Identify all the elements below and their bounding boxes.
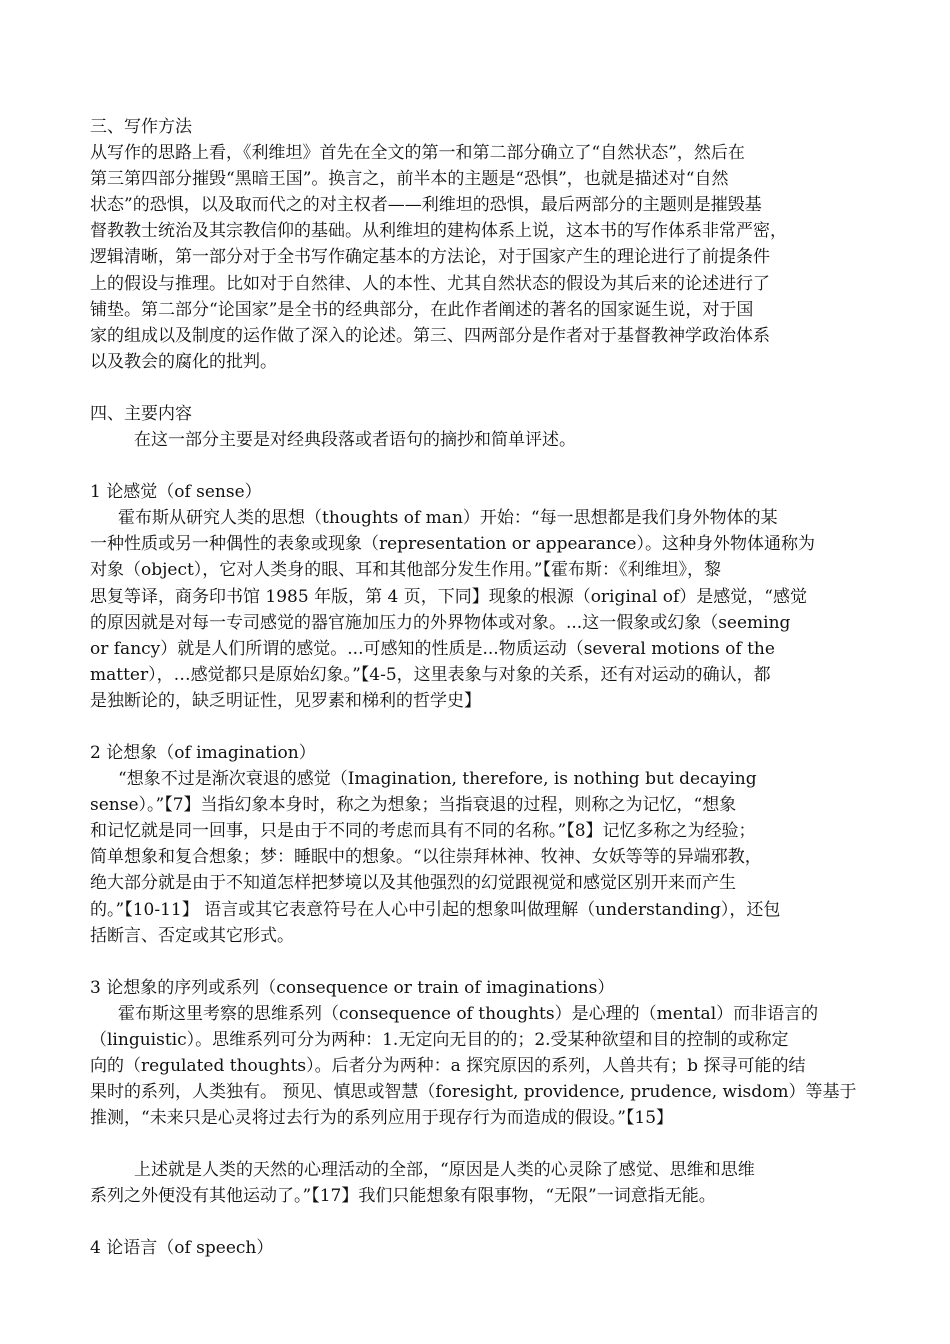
- imagination-line: 的。”【10-11】 语言或其它表意符号在人心中引起的想象叫做理解（understanding），还包: [90, 899, 781, 920]
- paragraph-gap: [90, 375, 865, 401]
- paragraph-gap: [90, 1131, 865, 1157]
- subsection-heading-sense: 1 论感觉（of sense）: [90, 482, 262, 503]
- sense-line: matter），…感觉都只是原始幻象。”【4-5，这里表象与对象的关系，还有对运动的确认，都: [90, 664, 771, 685]
- section-heading-writing-method: 三、写作方法: [90, 117, 192, 137]
- imagination-line: sense）。”【7】当指幻象本身时，称之为想象；当指衰退的过程，则称之为记忆，“想象: [90, 795, 737, 816]
- train-line: （linguistic）。思维系列可分为两种：1.无定向无目的的；2.受某种欲望和目的控制的或称定: [90, 1029, 789, 1050]
- train-line: 霍布斯这里考察的思维系列（consequence of thoughts）是心理的（mental）而非语言的: [118, 1003, 819, 1024]
- train-line: 推测，“未来只是心灵将过去行为的系列应用于现存行为而造成的假设。”【15】: [90, 1108, 674, 1129]
- sense-line: 对象（object），它对人类身的眼、耳和其他部分发生作用。”【霍布斯：《利维坦》，黎: [90, 560, 721, 581]
- paragraph-gap: [90, 714, 865, 740]
- document-page: [90, 114, 865, 1262]
- section-heading-main-content: 四、主要内容: [90, 403, 192, 424]
- train-summary-line: 系列之外便没有其他运动了。”【17】我们只能想象有限事物，“无限”一词意指无能。: [90, 1186, 716, 1207]
- imagination-line: 括断言、否定或其它形式。: [90, 925, 294, 946]
- imagination-line: 和记忆就是同一回事，只是由于不同的考虑而具有不同的名称。”【8】记忆多称之为经验；: [90, 821, 756, 842]
- writing-method-line: 第三第四部分摧毁“黑暗王国”。换言之，前半本的主题是“恐惧”，也就是描述对“自然: [90, 169, 729, 190]
- writing-method-line: 状态”的恐惧，以及取而代之的对主权者——利维坦的恐惧，最后两部分的主题则是摧毁基: [90, 195, 762, 216]
- sense-line: 霍布斯从研究人类的思想（thoughts of man）开始：“每一思想都是我们身外物体的某: [118, 508, 778, 529]
- writing-method-line: 督教教士统治及其宗教信仰的基础。从利维坦的建构体系上说，这本书的写作体系非常严密，: [90, 221, 787, 242]
- subsection-heading-speech: 4 论语言（of speech）: [90, 1238, 274, 1259]
- writing-method-line: 家的组成以及制度的运作做了深入的论述。第三、四两部分是作者对于基督教神学政治体系: [90, 325, 770, 346]
- train-summary-line: 上述就是人类的天然的心理活动的全部，“原因是人类的心灵除了感觉、思维和思维: [134, 1160, 755, 1181]
- sense-line: 是独断论的，缺乏明证性，见罗素和梯利的哲学史】: [90, 690, 481, 711]
- sense-line: 思复等译，商务印书馆 1985 年版，第 4 页，下同】现象的根源（original of）是感觉，“感觉: [90, 586, 807, 607]
- writing-method-line: 上的假设与推理。比如对于自然律、人的本性、尤其自然状态的假设为其后来的论述进行了: [90, 273, 770, 294]
- paragraph-gap: [90, 453, 865, 479]
- main-content-intro: 在这一部分主要是对经典段落或者语句的摘抄和简单评述。: [134, 430, 576, 451]
- train-line: 果时的系列，人类独有。 预见、慎思或智慧（foresight, providence, prudence, wisdom）等基于: [90, 1082, 857, 1103]
- imagination-line: “想象不过是渐次衰退的感觉（Imagination, therefore, is nothing but decaying: [118, 769, 757, 790]
- subsection-heading-train: 3 论想象的序列或系列（consequence or train of imaginations）: [90, 977, 615, 998]
- paragraph-gap: [90, 1209, 865, 1235]
- imagination-line: 绝大部分就是由于不知道怎样把梦境以及其他强烈的幻觉跟视觉和感觉区别开来而产生: [90, 873, 736, 894]
- sense-line: or fancy）就是人们所谓的感觉。...可感知的性质是...物质运动（several motions of the: [90, 638, 775, 659]
- writing-method-line: 从写作的思路上看，《利维坦》首先在全文的第一和第二部分确立了“自然状态”，然后在: [90, 143, 745, 164]
- paragraph-gap: [90, 949, 865, 975]
- train-line: 向的（regulated thoughts）。后者分为两种：a 探究原因的系列，人兽共有；b 探寻可能的结: [90, 1056, 806, 1076]
- subsection-heading-imagination: 2 论想象（of imagination）: [90, 742, 316, 763]
- sense-line: 一种性质或另一种偶性的表象或现象（representation or appearance）。这种身外物体通称为: [90, 534, 815, 555]
- sense-line: 的原因就是对每一专司感觉的器官施加压力的外界物体或对象。...这一假象或幻象（seeming: [90, 612, 791, 633]
- writing-method-line: 逻辑清晰，第一部分对于全书写作确定基本的方法论，对于国家产生的理论进行了前提条件: [90, 247, 770, 268]
- writing-method-line: 以及教会的腐化的批判。: [90, 351, 277, 372]
- writing-method-line: 铺垫。第二部分“论国家”是全书的经典部分，在此作者阐述的著名的国家诞生说，对于国: [90, 299, 754, 320]
- imagination-line: 简单想象和复合想象；梦：睡眠中的想象。“以往崇拜林神、牧神、女妖等等的异端邪教，: [90, 847, 762, 868]
